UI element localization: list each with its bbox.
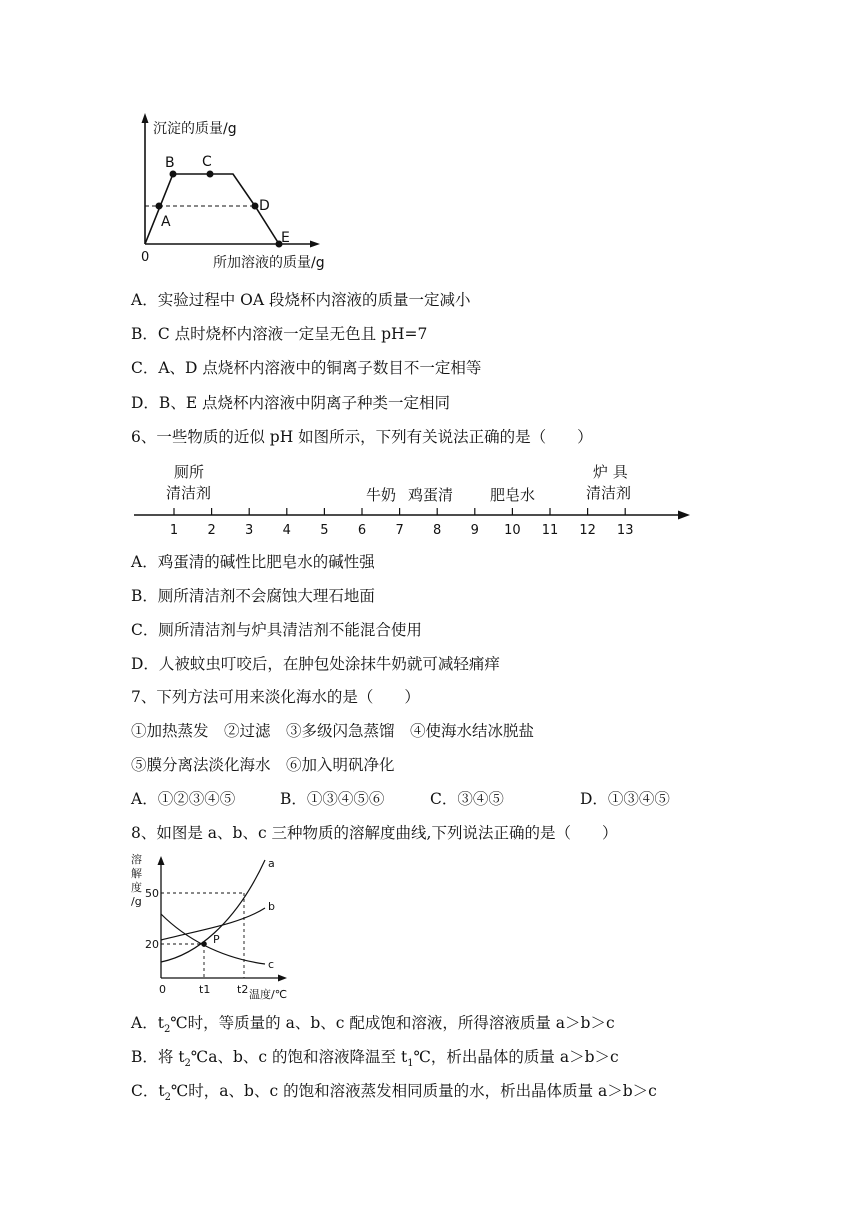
- ph-tick-label-9: 9: [470, 523, 479, 538]
- point-b-label: B: [165, 155, 175, 171]
- q7-option-d: D．①③④⑤: [580, 790, 670, 808]
- ph-tick-label-1: 1: [169, 523, 179, 538]
- sol-tick-t1: t1: [199, 983, 211, 996]
- sol-y-arrow: [158, 856, 165, 865]
- point-a-label: A: [161, 214, 171, 230]
- solubility-graph: [125, 850, 300, 1010]
- ph-scale: [130, 458, 695, 540]
- ph-label-toilet-2: 清洁剂: [166, 484, 212, 502]
- curve-a-label: a: [268, 857, 275, 870]
- sol-y-label-4: /g: [131, 895, 142, 908]
- q8-c-text-1: C．t: [131, 1082, 165, 1100]
- q8-option-b: [131, 1047, 619, 1074]
- ph-tick-label-6: 6: [357, 523, 367, 538]
- ph-tick-label-13: 13: [616, 523, 634, 538]
- curve-a: [161, 860, 265, 962]
- ph-tick-label-11: 11: [541, 523, 559, 538]
- q8-option-a: [131, 1013, 615, 1040]
- point-p: [201, 941, 207, 947]
- q7-option-b: B．①③④⑤⑥: [280, 790, 385, 808]
- point-p-label: P: [213, 933, 220, 946]
- sol-tick-0: 0: [159, 983, 166, 996]
- point-c: [207, 171, 214, 178]
- sol-tick-20: 20: [145, 938, 159, 951]
- ph-label-toilet-1: 厕所: [174, 463, 205, 481]
- sol-x-label: 温度/℃: [249, 988, 288, 1001]
- ph-tick-label-2: 2: [207, 523, 216, 538]
- ph-ticks: [170, 508, 634, 538]
- q5-option-a: A．实验过程中 OA 段烧杯内溶液的质量一定减小: [131, 291, 471, 309]
- point-a: [156, 203, 163, 210]
- sol-x-arrow: [278, 975, 287, 982]
- q8-a-sub: 2: [163, 1024, 171, 1036]
- q8-b-sub-1: 2: [184, 1058, 191, 1070]
- ph-label-soap: 肥皂水: [490, 486, 536, 504]
- ph-label-milk: 牛奶: [366, 486, 397, 504]
- q5-option-b: B．C 点时烧杯内溶液一定呈无色且 pH=7: [131, 325, 428, 343]
- curve-b-label: b: [268, 900, 275, 913]
- ph-label-stove-1: 炉 具: [593, 463, 628, 481]
- q6-option-a: A．鸡蛋清的碱性比肥皂水的碱性强: [131, 553, 375, 571]
- ph-label-egg: 鸡蛋清: [408, 486, 454, 504]
- sol-tick-t2: t2: [237, 983, 249, 996]
- q6-option-d: D．人被蚊虫叮咬后，在肿包处涂抹牛奶就可减轻痛痒: [131, 655, 500, 673]
- ph-tick-label-10: 10: [504, 523, 521, 538]
- ph-tick-label-8: 8: [433, 523, 442, 538]
- q5-option-d: D．B、E 点烧杯内溶液中阴离子种类一定相同: [131, 394, 451, 412]
- y-axis-label: 沉淀的质量/g: [153, 121, 237, 137]
- q8-c-text-2: ℃时，a、b、c 的饱和溶液蒸发相同质量的水，析出晶体质量 a＞b＞c: [170, 1082, 657, 1100]
- q8-stem: 8、如图是 a、b、c 三种物质的溶解度曲线,下列说法正确的是（ ）: [131, 824, 618, 842]
- q6-option-c: C．厕所清洁剂与炉具清洁剂不能混合使用: [131, 621, 422, 639]
- sol-tick-50: 50: [145, 887, 159, 900]
- y-arrow: [142, 113, 149, 123]
- point-e-label: E: [281, 230, 290, 246]
- q8-b-sub-2: 1: [407, 1058, 414, 1070]
- x-arrow: [310, 241, 320, 248]
- ph-axis-arrow: [678, 511, 690, 520]
- q8-b-text-3: ℃，析出晶体的质量 a＞b＞c: [413, 1048, 619, 1066]
- x-axis-label: 所加溶液的质量/g: [213, 255, 325, 271]
- ph-tick-label-4: 4: [282, 523, 291, 538]
- point-b: [170, 171, 177, 178]
- q8-b-text-2: ℃a、b、c 的饱和溶液降温至 t: [190, 1048, 408, 1066]
- point-d: [252, 203, 259, 210]
- q8-a-text-2: ℃时，等质量的 a、b、c 配成饱和溶液，所得溶液质量 a＞b＞c: [170, 1014, 615, 1032]
- q5-option-c: C．A、D 点烧杯内溶液中的铜离子数目不一定相等: [131, 359, 482, 377]
- sol-y-label-1: 溶: [131, 853, 142, 866]
- point-c-label: C: [202, 154, 212, 170]
- ph-tick-label-7: 7: [395, 523, 404, 538]
- q7-option-c: C．③④⑤: [430, 790, 504, 808]
- curve-c-label: c: [268, 958, 275, 971]
- q7-methods-1: ①加热蒸发 ②过滤 ③多级闪急蒸馏 ④使海水结冰脱盐: [131, 722, 535, 740]
- q8-b-text-1: B．将 t: [131, 1048, 185, 1066]
- q8-a-text-1: A．t: [131, 1014, 164, 1032]
- ph-tick-label-5: 5: [320, 523, 329, 538]
- q7-stem: 7、下列方法可用来淡化海水的是（ ）: [131, 688, 420, 706]
- point-d-label: D: [259, 198, 270, 214]
- q7-option-a: A．①②③④⑤: [131, 790, 236, 808]
- sol-y-label-3: 度: [131, 881, 142, 894]
- q6-stem: 6、一些物质的近似 pH 如图所示，下列有关说法正确的是（ ）: [131, 428, 593, 446]
- ph-tick-label-3: 3: [245, 523, 254, 538]
- ph-label-stove-2: 清洁剂: [586, 484, 632, 502]
- sol-y-label-2: 解: [131, 867, 142, 880]
- precipitate-graph: [125, 110, 355, 275]
- q8-c-sub: 2: [164, 1092, 171, 1104]
- ph-tick-label-12: 12: [579, 523, 596, 538]
- q8-option-c: [131, 1081, 657, 1108]
- origin-label: 0: [141, 250, 150, 265]
- q6-option-b: B．厕所清洁剂不会腐蚀大理石地面: [131, 587, 375, 605]
- q7-methods-2: ⑤膜分离法淡化海水 ⑥加入明矾净化: [131, 756, 395, 774]
